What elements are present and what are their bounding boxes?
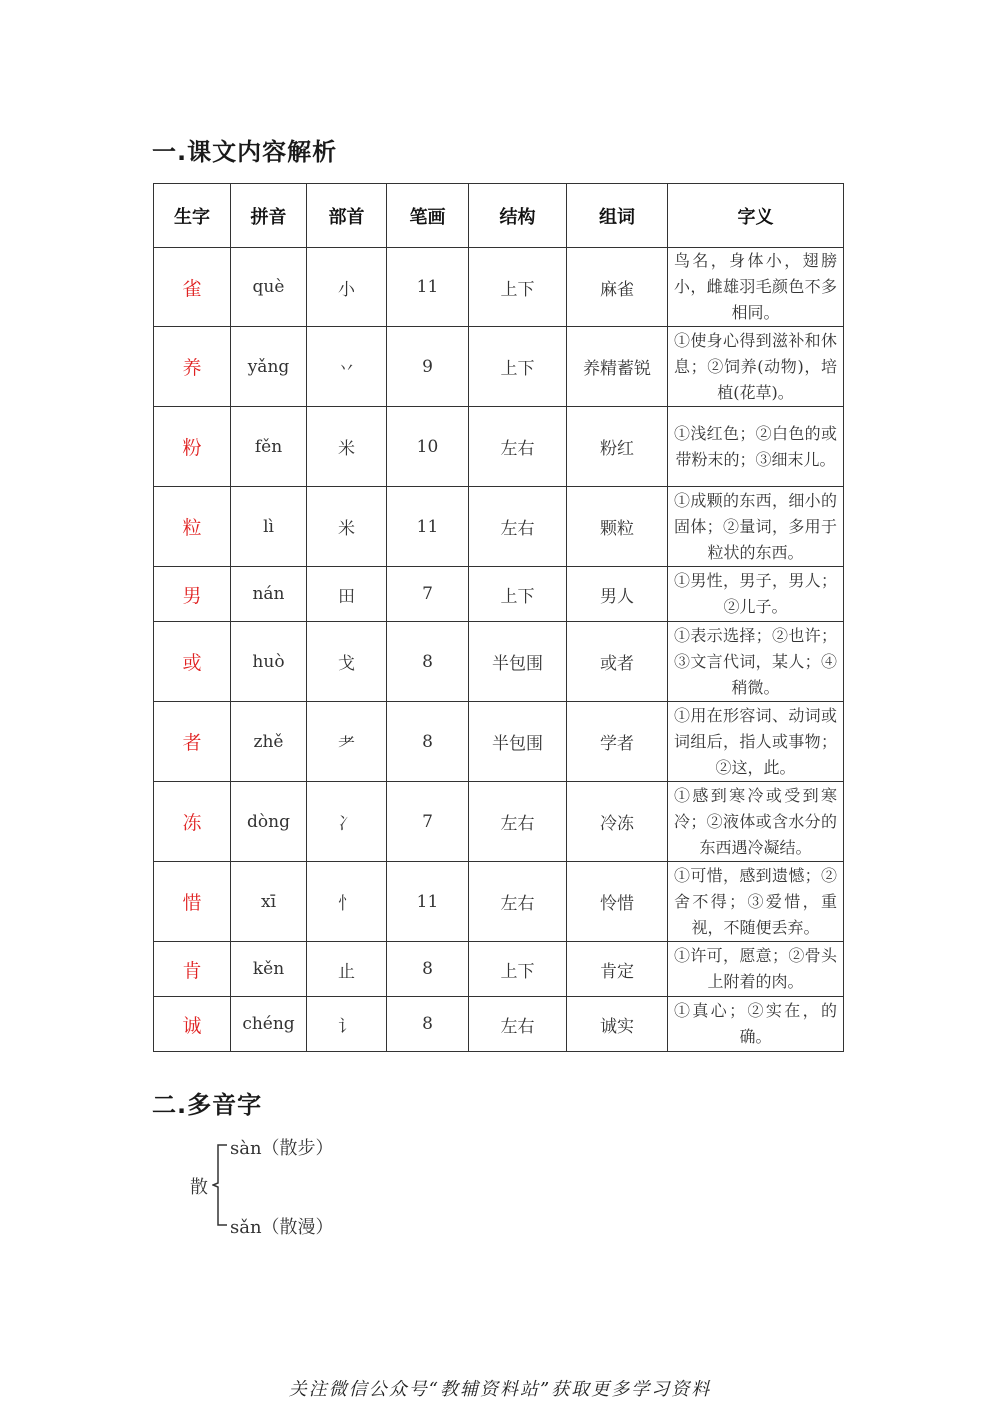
cell-meaning: ①感到寒冷或受到寒冷；②液体或含水分的东西遇冷凝结。: [668, 782, 844, 862]
cell-radical: 米: [307, 407, 387, 487]
cell-radical: 耂: [307, 702, 387, 782]
polyphone-character: 散: [190, 1177, 208, 1198]
cell-character: 诚: [154, 997, 231, 1052]
cell-words: 麻雀: [567, 248, 668, 327]
cell-structure: 半包围: [469, 622, 567, 702]
cell-strokes: 11: [387, 487, 469, 567]
cell-radical: 丷: [307, 327, 387, 407]
cell-meaning: ①浅红色；②白色的或带粉末的；③细末儿。: [668, 407, 844, 487]
cell-structure: 左右: [469, 997, 567, 1052]
cell-structure: 上下: [469, 327, 567, 407]
header-structure: 结构: [469, 184, 567, 248]
footer-note: 关注微信公众号“教辅资料站”获取更多学习资料: [288, 1379, 712, 1400]
cell-radical: 忄: [307, 862, 387, 942]
table-row: [154, 567, 844, 622]
cell-strokes: 8: [387, 622, 469, 702]
cell-words: 诚实: [567, 997, 668, 1052]
cell-structure: 上下: [469, 942, 567, 997]
cell-words: 颗粒: [567, 487, 668, 567]
cell-character: 或: [154, 622, 231, 702]
cell-words: 粉红: [567, 407, 668, 487]
section-title-polyphones: 二.多音字: [152, 1091, 263, 1119]
cell-structure: 上下: [469, 248, 567, 327]
cell-words: 男人: [567, 567, 668, 622]
cell-meaning: ①真心；②实在，的确。: [668, 997, 844, 1052]
cell-radical: 讠: [307, 997, 387, 1052]
cell-character: 粒: [154, 487, 231, 567]
cell-words: 怜惜: [567, 862, 668, 942]
cell-character: 肯: [154, 942, 231, 997]
brace-bracket-icon: [212, 1144, 228, 1226]
cell-meaning: ①男性，男子，男人；②儿子。: [668, 567, 844, 622]
cell-pinyin: zhě: [231, 702, 307, 782]
cell-character: 粉: [154, 407, 231, 487]
cell-character: 惜: [154, 862, 231, 942]
cell-radical: 止: [307, 942, 387, 997]
cell-pinyin: kěn: [231, 942, 307, 997]
table-row: [154, 622, 844, 702]
cell-structure: 半包围: [469, 702, 567, 782]
cell-character: 冻: [154, 782, 231, 862]
cell-pinyin: dòng: [231, 782, 307, 862]
header-radical: 部首: [307, 184, 387, 248]
cell-character: 养: [154, 327, 231, 407]
cell-strokes: 10: [387, 407, 469, 487]
cell-meaning: ①用在形容词、动词或词组后，指人或事物；②这，此。: [668, 702, 844, 782]
header-character: 生字: [154, 184, 231, 248]
table-row: [154, 327, 844, 407]
cell-pinyin: què: [231, 248, 307, 327]
section-title-content-analysis: 一.课文内容解析: [152, 138, 338, 166]
cell-words: 肯定: [567, 942, 668, 997]
table-row: [154, 248, 844, 327]
cell-structure: 左右: [469, 862, 567, 942]
table-row: [154, 487, 844, 567]
cell-strokes: 8: [387, 702, 469, 782]
cell-meaning: ①成颗的东西，细小的固体；②量词，多用于粒状的东西。: [668, 487, 844, 567]
cell-meaning: ①表示选择；②也许；③文言代词，某人；④稍微。: [668, 622, 844, 702]
table-row: [154, 997, 844, 1052]
cell-strokes: 11: [387, 248, 469, 327]
cell-radical: 米: [307, 487, 387, 567]
cell-pinyin: fěn: [231, 407, 307, 487]
polyphone-reading-1: sàn（散步）: [230, 1138, 334, 1159]
cell-words: 或者: [567, 622, 668, 702]
polyphone-reading-2: sǎn（散漫）: [230, 1217, 334, 1238]
cell-pinyin: nán: [231, 567, 307, 622]
cell-radical: 田: [307, 567, 387, 622]
cell-strokes: 7: [387, 567, 469, 622]
cell-pinyin: huò: [231, 622, 307, 702]
header-strokes: 笔画: [387, 184, 469, 248]
cell-strokes: 8: [387, 942, 469, 997]
cell-words: 养精蓄锐: [567, 327, 668, 407]
cell-radical: 冫: [307, 782, 387, 862]
cell-radical: 戈: [307, 622, 387, 702]
cell-structure: 左右: [469, 407, 567, 487]
cell-strokes: 8: [387, 997, 469, 1052]
cell-pinyin: xī: [231, 862, 307, 942]
cell-strokes: 9: [387, 327, 469, 407]
header-words: 组词: [567, 184, 668, 248]
cell-structure: 左右: [469, 487, 567, 567]
cell-pinyin: yǎng: [231, 327, 307, 407]
header-meaning: 字义: [668, 184, 844, 248]
cell-meaning: ①可惜，感到遗憾；②舍不得；③爱惜，重视，不随便丢弃。: [668, 862, 844, 942]
table-row: [154, 407, 844, 487]
cell-structure: 上下: [469, 567, 567, 622]
polyphone-diagram: [190, 1130, 450, 1240]
character-table: [153, 183, 844, 1052]
cell-strokes: 11: [387, 862, 469, 942]
table-row: [154, 942, 844, 997]
cell-words: 冷冻: [567, 782, 668, 862]
cell-meaning: ①许可，愿意；②骨头上附着的肉。: [668, 942, 844, 997]
cell-meaning: 鸟名，身体小，翅膀小，雌雄羽毛颜色不多相同。: [668, 248, 844, 327]
cell-strokes: 7: [387, 782, 469, 862]
cell-character: 男: [154, 567, 231, 622]
table-row: [154, 782, 844, 862]
cell-character: 雀: [154, 248, 231, 327]
table-header-row: [154, 184, 844, 248]
table-row: [154, 702, 844, 782]
cell-pinyin: lì: [231, 487, 307, 567]
cell-meaning: ①使身心得到滋补和休息；②饲养(动物)，培植(花草)。: [668, 327, 844, 407]
cell-words: 学者: [567, 702, 668, 782]
cell-radical: 小: [307, 248, 387, 327]
cell-character: 者: [154, 702, 231, 782]
cell-pinyin: chéng: [231, 997, 307, 1052]
table-row: [154, 862, 844, 942]
header-pinyin: 拼音: [231, 184, 307, 248]
cell-structure: 左右: [469, 782, 567, 862]
